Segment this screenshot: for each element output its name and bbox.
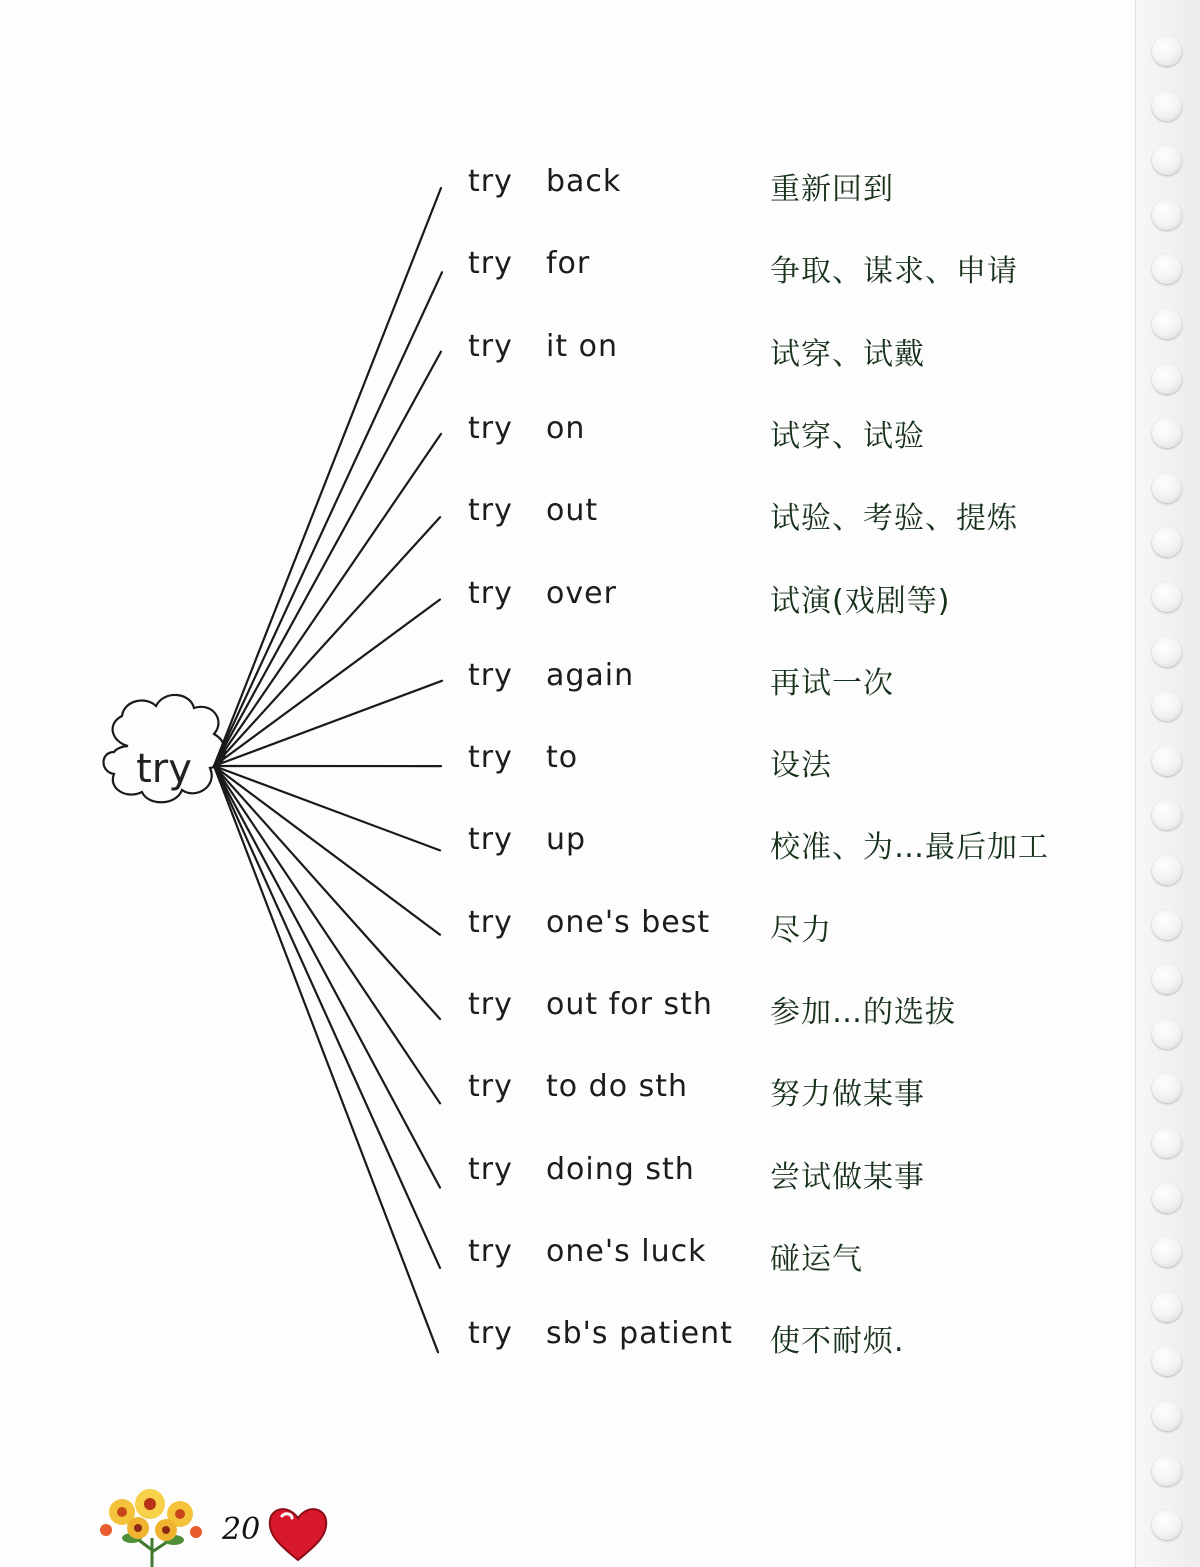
head-word: try (468, 987, 513, 1022)
phrase-entry (0, 410, 1200, 454)
phrase-entry (0, 493, 1200, 537)
head-word: try (468, 1233, 513, 1269)
chinese-meaning: 再试一次 (770, 665, 894, 701)
head-word: try (468, 1316, 513, 1352)
english-phrase (468, 658, 634, 693)
english-phrase (468, 576, 617, 611)
chinese-meaning: 碰运气 (770, 1241, 863, 1277)
chinese-meaning: 尝试做某事 (770, 1159, 925, 1195)
binding-ring (1152, 473, 1182, 503)
head-word: try (468, 410, 513, 446)
head-word: try (468, 246, 513, 282)
binding-ring (1152, 1019, 1182, 1049)
phrase-particle: out (546, 493, 599, 529)
head-word: try (468, 740, 513, 776)
head-word: try (468, 164, 513, 199)
phrase-entry (0, 575, 1200, 619)
phrase-particle: for (546, 246, 591, 282)
english-phrase (468, 1152, 695, 1187)
head-word: try (468, 904, 513, 940)
chinese-meaning: 试演(戏剧等) (770, 583, 951, 619)
english-phrase (468, 246, 590, 281)
phrase-entry (0, 740, 1200, 784)
chinese-meaning: 使不耐烦. (770, 1324, 905, 1360)
binding-ring (1152, 1292, 1182, 1322)
binding-ring (1152, 1510, 1182, 1540)
phrase-particle: sb's patient (546, 1316, 733, 1352)
connector-line (214, 766, 440, 850)
binding-ring (1152, 1183, 1182, 1213)
binding-ring (1152, 1237, 1182, 1267)
binding-ring (1152, 691, 1182, 721)
binding-ring (1152, 1401, 1182, 1431)
phrase-particle: out for sth (546, 987, 713, 1022)
english-phrase (468, 1234, 706, 1269)
binding-ring (1152, 309, 1182, 339)
binding-ring (1152, 855, 1182, 885)
english-phrase (468, 822, 586, 857)
chinese-meaning: 尽力 (770, 912, 832, 948)
phrase-entry (0, 246, 1200, 290)
phrase-entry (0, 987, 1200, 1030)
phrase-particle: back (546, 164, 622, 199)
english-phrase (468, 1069, 688, 1104)
binding-ring (1152, 637, 1182, 667)
phrase-particle: one's luck (546, 1233, 707, 1269)
chinese-meaning: 参加…的选拔 (770, 995, 956, 1030)
connector-line (214, 766, 440, 1268)
phrase-particle: again (546, 657, 635, 693)
page-number: 20 (222, 1512, 261, 1547)
head-word: try (468, 1069, 513, 1105)
chinese-meaning: 校准、为…最后加工 (770, 830, 1049, 866)
chinese-meaning: 设法 (770, 748, 832, 784)
chinese-meaning: 试验、考验、提炼 (770, 501, 1018, 537)
connector-line (214, 600, 440, 767)
phrase-particle: it on (546, 328, 619, 364)
binding-ring (1152, 145, 1182, 175)
connector-line (214, 188, 441, 766)
binding-ring (1152, 91, 1182, 121)
flower-bouquet-icon (92, 1480, 212, 1567)
connector-line (214, 517, 440, 766)
head-word: try (468, 493, 513, 529)
english-phrase (468, 905, 710, 940)
connector-line (214, 352, 441, 766)
phrase-particle: on (546, 410, 586, 446)
english-phrase (468, 1316, 733, 1351)
phrase-particle: to do sth (546, 1069, 688, 1105)
english-phrase (468, 987, 713, 1022)
phrase-entry (0, 328, 1200, 372)
chinese-meaning: 试穿、试戴 (770, 336, 925, 372)
phrase-particle: to (546, 740, 579, 776)
head-word: try (468, 1151, 513, 1187)
phrase-particle: up (546, 822, 587, 858)
phrase-entry (0, 657, 1200, 701)
chinese-meaning: 试穿、试验 (770, 418, 925, 454)
english-phrase (468, 164, 621, 199)
binding-ring (1152, 746, 1182, 776)
phrase-entry (0, 1151, 1200, 1195)
phrase-particle: over (546, 575, 617, 611)
head-word: try (468, 575, 513, 611)
binding-ring (1152, 418, 1182, 448)
binding-ring (1152, 1456, 1182, 1486)
english-phrase (468, 411, 585, 446)
binding-ring (1152, 964, 1182, 994)
phrase-particle: doing sth (546, 1151, 695, 1187)
english-phrase (468, 493, 598, 528)
binding-ring (1152, 36, 1182, 66)
binding-ring (1152, 1128, 1182, 1158)
chinese-meaning: 争取、谋求、申请 (770, 254, 1018, 290)
head-word: try (468, 822, 513, 858)
chinese-meaning: 努力做某事 (770, 1077, 925, 1113)
connector-line (214, 434, 441, 766)
hub-label: try (136, 746, 192, 792)
phrase-particle: one's best (546, 904, 711, 940)
english-phrase (468, 740, 578, 775)
connector-line (214, 766, 438, 1352)
binding-ring (1152, 582, 1182, 612)
connector-line (214, 766, 440, 1103)
connector-line (214, 766, 440, 935)
chinese-meaning: 重新回到 (770, 172, 894, 207)
phrase-entry (0, 1069, 1200, 1113)
hub-cloud (104, 695, 226, 802)
binding-ring (1152, 200, 1182, 230)
phrase-entry (0, 1316, 1200, 1360)
head-word: try (468, 328, 513, 364)
phrase-entry (0, 164, 1200, 207)
heart-icon (266, 1500, 330, 1564)
binding-ring (1152, 910, 1182, 940)
binding-ring (1152, 364, 1182, 394)
english-phrase (468, 329, 618, 364)
phrase-entry (0, 822, 1200, 866)
phrase-entry (0, 1233, 1200, 1277)
phrase-entry (0, 904, 1200, 948)
connector-line (214, 766, 440, 1188)
connector-line (214, 766, 440, 1019)
head-word: try (468, 657, 513, 693)
